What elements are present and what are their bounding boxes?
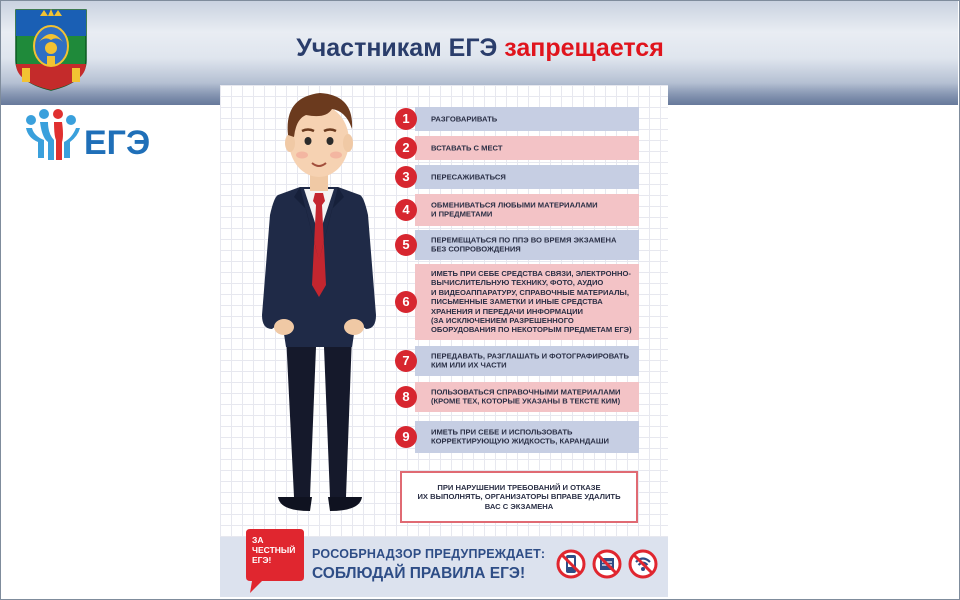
- bubble-text: ЗА ЧЕСТНЫЙ ЕГЭ!: [252, 535, 296, 565]
- rule-number-badge: 4: [395, 199, 417, 221]
- rules-poster: [220, 85, 668, 597]
- poster-footer: [220, 537, 668, 597]
- rule-number-badge: 8: [395, 386, 417, 408]
- rule-item-4: [395, 194, 639, 226]
- slide-title: [0, 34, 960, 63]
- title-accent: запрещается: [504, 34, 664, 62]
- no-phone-icon: [556, 549, 586, 579]
- rule-number-badge: 2: [395, 137, 417, 159]
- no-wifi-icon: [628, 549, 658, 579]
- no-notes-icon: [592, 549, 622, 579]
- violation-warning-box: [400, 471, 638, 523]
- rule-item-6: [395, 264, 639, 340]
- rule-text: РАЗГОВАРИВАТЬ: [431, 114, 498, 124]
- rule-number-badge: 5: [395, 234, 417, 256]
- rule-number-badge: 1: [395, 108, 417, 130]
- rule-text: ВСТАВАТЬ С МЕСТ: [431, 143, 503, 153]
- rule-item-9: [395, 421, 639, 453]
- rule-number-badge: 3: [395, 166, 417, 188]
- rule-text: ПОЛЬЗОВАТЬСЯ СПРАВОЧНЫМИ МАТЕРИАЛАМИ (КРОМЕ ТЕХ, КОТОРЫЕ УКАЗАНЫ В ТЕКСТЕ КИМ): [431, 387, 621, 406]
- rule-number-badge: 9: [395, 426, 417, 448]
- rule-text: ПЕРЕСАЖИВАТЬСЯ: [431, 172, 506, 182]
- svg-text:ЕГЭ: ЕГЭ: [84, 124, 151, 162]
- footer-slogan-line: СОБЛЮДАЙ ПРАВИЛА ЕГЭ!: [312, 565, 526, 582]
- rule-item-5: [395, 230, 639, 260]
- rule-item-1: [395, 107, 639, 131]
- rule-item-7: [395, 346, 639, 376]
- rule-text: ПЕРЕДАВАТЬ, РАЗГЛАШАТЬ И ФОТОГРАФИРОВАТЬ КИМ ИЛИ ИХ ЧАСТИ: [431, 351, 630, 370]
- rule-text: ОБМЕНИВАТЬСЯ ЛЮБЫМИ МАТЕРИАЛАМИ И ПРЕДМЕТАМИ: [431, 200, 598, 219]
- rule-item-3: [395, 165, 639, 189]
- title-main: Участникам ЕГЭ: [296, 34, 498, 62]
- rule-text: ПЕРЕМЕЩАТЬСЯ ПО ППЭ ВО ВРЕМЯ ЭКЗАМЕНА БЕЗ СОПРОВОЖДЕНИЯ: [431, 235, 617, 254]
- rule-text: ИМЕТЬ ПРИ СЕБЕ И ИСПОЛЬЗОВАТЬ КОРРЕКТИРУЮЩУЮ ЖИДКОСТЬ, КАРАНДАШИ: [431, 427, 609, 446]
- krasnodar-crest-icon: [10, 6, 92, 92]
- footer-warning-line: РОСОБРНАДЗОР ПРЕДУПРЕЖДАЕТ:: [312, 547, 546, 561]
- student-figure-illustration: [234, 85, 394, 525]
- rule-number-badge: 7: [395, 350, 417, 372]
- rule-item-2: [395, 136, 639, 160]
- rule-item-8: [395, 382, 639, 412]
- rule-text: ИМЕТЬ ПРИ СЕБЕ СРЕДСТВА СВЯЗИ, ЭЛЕКТРОННО- ВЫЧИСЛИТЕЛЬНУЮ ТЕХНИКУ, ФОТО, АУДИО И ВИДЕОАППАРАТУРУ, СПРАВОЧНЫЕ МАТЕРИАЛЫ, ПИСЬМЕННЫЕ ЗАМЕТКИ И ИНЫЕ СРЕДСТВА ХРАНЕНИЯ И ПЕРЕДАЧИ ИНФОРМАЦИИ (ЗА ИСКЛЮЧЕНИЕМ РАЗРЕШЕННОГО ОБОРУДОВАНИЯ ПО НЕКОТОРЫМ ПРЕДМЕТАМ ЕГЭ): [431, 269, 632, 335]
- violation-warning-text: ПРИ НАРУШЕНИИ ТРЕБОВАНИЙ И ОТКАЗЕ ИХ ВЫПОЛНЯТЬ, ОРГАНИЗАТОРЫ ВПРАВЕ УДАЛИТЬ ВАС С ЭКЗАМЕНА: [417, 482, 621, 511]
- ege-logo: [22, 108, 172, 168]
- rule-number-badge: 6: [395, 291, 417, 313]
